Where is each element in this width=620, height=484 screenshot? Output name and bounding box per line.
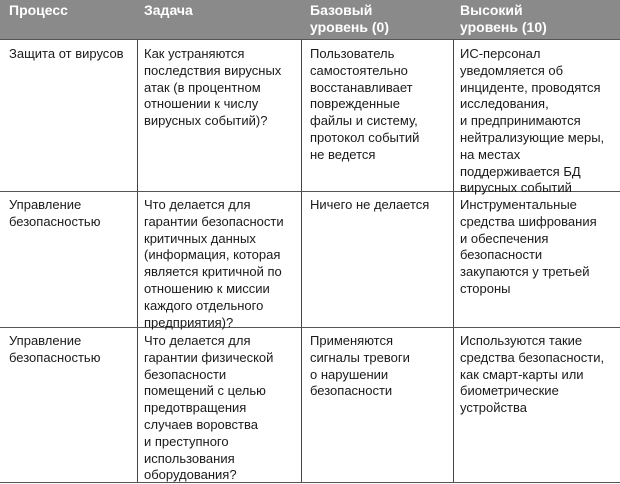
cell-task [144, 333, 273, 484]
cell-line: безопасности [460, 247, 543, 263]
cell-line: и предпринимаются [460, 113, 581, 129]
cell-task [144, 197, 284, 331]
cell-line: безопасностью [9, 349, 101, 365]
cell-line: предотвращения [144, 400, 247, 416]
header-base-line: уровень (0) [310, 19, 389, 35]
cell-line: закупаются у третьей [460, 264, 590, 280]
cell-base [310, 46, 419, 164]
cell-line: на местах [460, 146, 521, 162]
cell-line: оборудования? [144, 467, 237, 483]
cell-line: вирусных событий)? [144, 113, 268, 129]
cell-line: сигналы тревоги [310, 349, 410, 365]
cell-line: является критичной по [144, 264, 282, 280]
cell-line: ИС-персонал [460, 46, 541, 61]
cell-line: и преступного [144, 433, 229, 449]
cell-line: Защита от вирусов [9, 46, 124, 61]
row-divider [0, 327, 620, 328]
cell-line: Используются такие [460, 333, 583, 348]
header-task-text: Задача [144, 2, 193, 18]
cell-line: (информация, которая [144, 247, 281, 263]
cell-high [460, 333, 604, 417]
cell-line: файлы и систему, [310, 113, 418, 129]
header-base-level [310, 2, 389, 36]
cell-line: стороны [460, 280, 511, 296]
cell-line: Ничего не делается [310, 197, 430, 212]
cell-line: Управление [9, 333, 82, 348]
cell-line: гарантии безопасности [144, 213, 284, 229]
cell-line: протокол событий [310, 129, 420, 145]
cell-line: критичных данных [144, 230, 256, 246]
cell-task [144, 46, 281, 130]
cell-line: вирусных событий [460, 180, 572, 196]
cell-line: средства безопасности, [460, 349, 605, 365]
header-high-line: уровень (10) [460, 19, 547, 35]
column-divider [453, 39, 454, 483]
cell-line: не ведется [310, 146, 376, 162]
cell-line: нейтрализующие меры, [460, 129, 605, 145]
cell-line: безопасности [310, 383, 393, 399]
header-process [9, 2, 68, 19]
cell-line: гарантии физической [144, 349, 274, 365]
table-header [0, 0, 620, 39]
cell-line: самостоятельно [310, 62, 408, 78]
cell-line: о нарушении [310, 366, 389, 382]
cell-line: безопасности [144, 366, 227, 382]
cell-line: инциденте, проводятся [460, 79, 601, 95]
cell-line: Управление [9, 197, 82, 212]
cell-line: Пользователь [310, 46, 395, 61]
cell-high [460, 46, 604, 197]
cell-line: последствия вирусных [144, 62, 282, 78]
cell-base [310, 333, 410, 400]
cell-line: как смарт-карты или [460, 366, 584, 382]
cell-high [460, 197, 597, 298]
cell-process [9, 197, 100, 231]
header-process-text: Процесс [9, 2, 68, 18]
header-high-line: Высокий [460, 2, 523, 18]
cell-line: Инструментальные [460, 197, 577, 212]
cell-line: уведомляется об [460, 62, 564, 78]
cell-line: безопасностью [9, 213, 101, 229]
cell-line: атак (в процентном [144, 79, 261, 95]
row-divider [0, 39, 620, 40]
cell-line: предприятия)? [144, 314, 234, 330]
cell-line: средства шифрования [460, 213, 597, 229]
cell-line: каждого отдельного [144, 297, 264, 313]
cell-line: поврежденные [310, 96, 400, 112]
header-high-level [460, 2, 547, 36]
column-divider [137, 39, 138, 483]
cell-line: Что делается для [144, 333, 251, 348]
cell-base [310, 197, 429, 214]
cell-process [9, 46, 124, 63]
cell-line: исследования, [460, 96, 549, 112]
cell-line: отношении к числу [144, 96, 259, 112]
cell-process [9, 333, 100, 367]
cell-line: Как устраняются [144, 46, 245, 61]
cell-line: и обеспечения [460, 230, 549, 246]
column-divider [301, 39, 302, 483]
cell-line: поддерживается БД [460, 163, 581, 179]
cell-line: использования [144, 450, 235, 466]
cell-line: Применяются [310, 333, 394, 348]
header-base-line: Базовый [310, 2, 373, 18]
cell-line: биометрические [460, 383, 559, 399]
cell-line: помещений с целью [144, 383, 266, 399]
cell-line: устройства [460, 400, 527, 416]
cell-line: восстанавливает [310, 79, 413, 95]
cell-line: отношению к миссии [144, 280, 270, 296]
cell-line: случаев воровства [144, 416, 258, 432]
cell-line: Что делается для [144, 197, 251, 212]
header-task [144, 2, 193, 19]
